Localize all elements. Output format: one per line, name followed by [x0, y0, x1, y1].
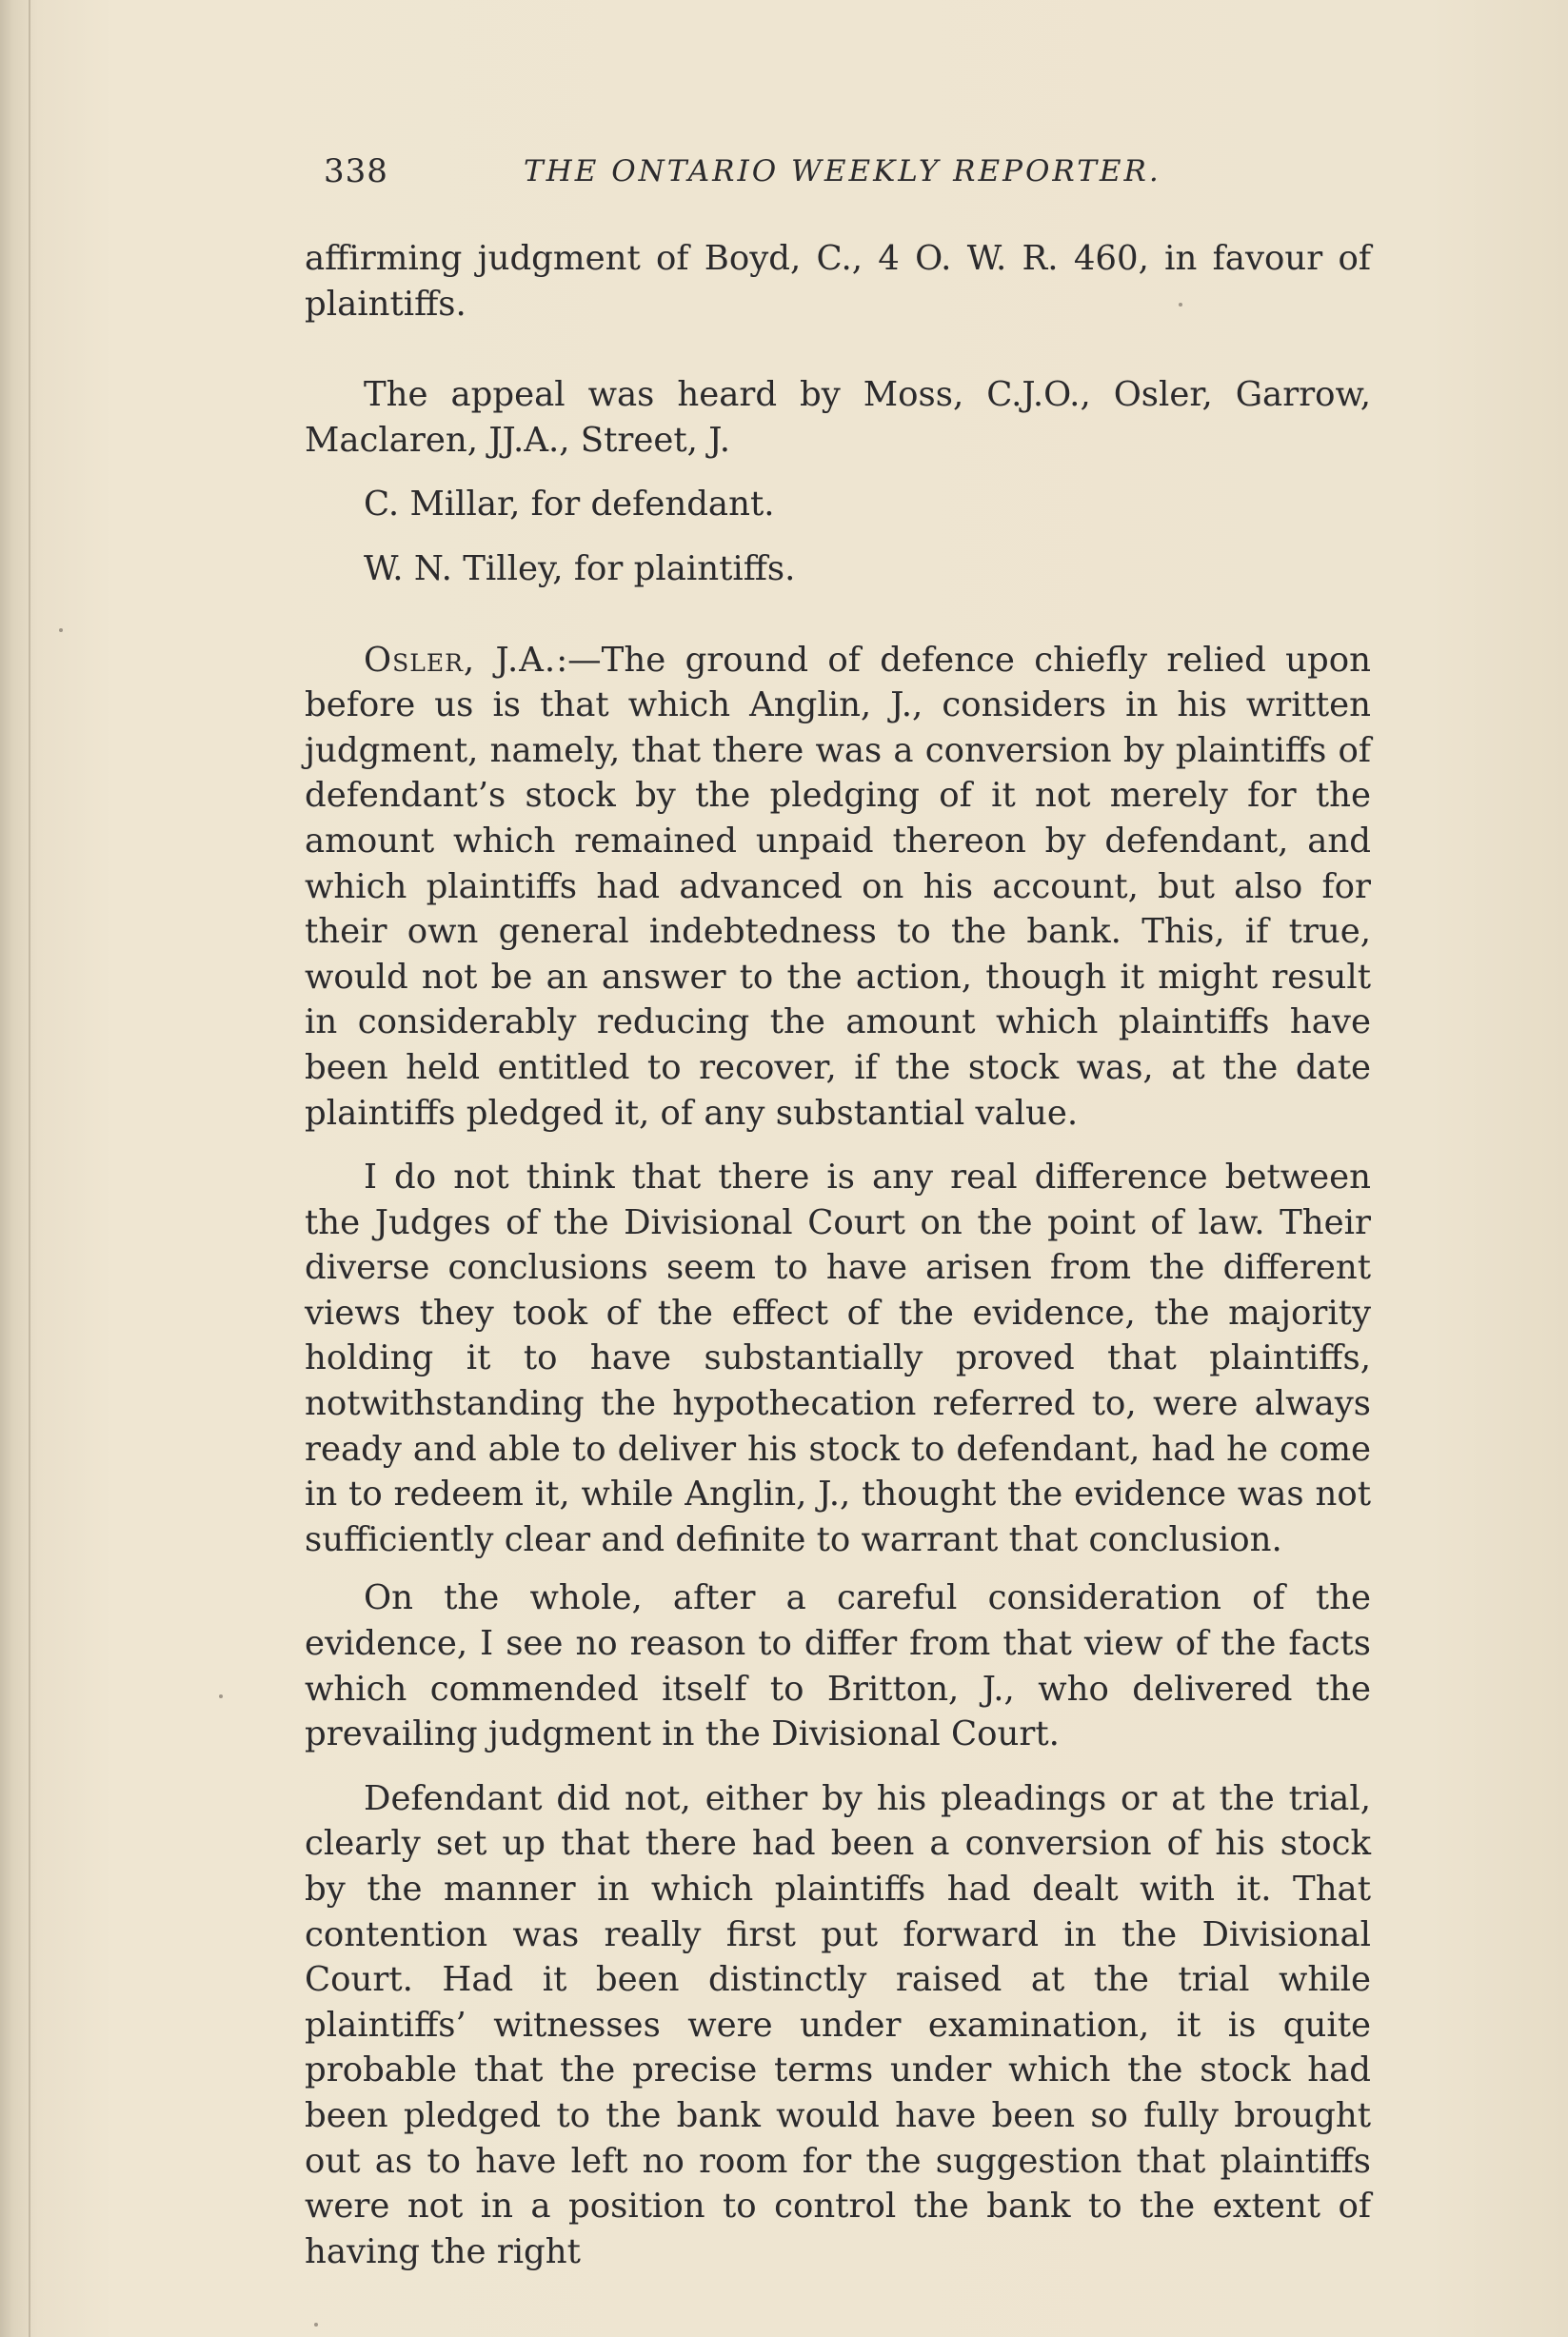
- paper-speck: [1179, 303, 1182, 307]
- paragraph-on-the-whole: On the whole, after a careful consideration of the evidence, I see no reason to differ from that view of the facts which commended itself to Britton, J., who delivered the prevailing judgment in the Divisional Court.: [305, 1578, 1371, 1754]
- paragraph-affirming: affirming judgment of Boyd, C., 4 O. W. R. 460, in favour of plaintiffs.: [305, 239, 1371, 324]
- binding-gutter: [29, 0, 30, 2337]
- running-title: THE ONTARIO WEEKLY REPORTER.: [524, 154, 1161, 188]
- paragraph-no-difference: I do not think that there is any real difference between the Judges of the Divisional Court on the point of law. Their diverse conclusions seem to have arisen from the different views they took of the effect of the evidence, the majority holding it to have substantially proved that plaintiffs, notwithstanding the hypothecation referred to, were always ready and able to deliver his stock to defendant, had he come in to redeem it, while Anglin, J., thought the evidence was not sufficiently clear and definite to warrant that conclusion.: [305, 1158, 1371, 1559]
- paragraph-defendant-did-not: Defendant did not, either by his pleadings or at the trial, clearly set up that there had been a conversion of his stock by the manner in which plaintiffs had dealt with it. That contention was really first put forward in the Divisional Court. Had it been distinctly raised at the trial while plaintiffs’ witnesses were under examination, it is quite probable that the precise terms under which the stock had been pledged to the bank would have been so fully brought out as to have left no room for the suggestion that plaintiffs were not in a position to control the bank to the extent of having the right: [305, 1778, 1371, 2271]
- paragraph-counsel-plaintiffs: W. N. Tilley, for plaintiffs.: [364, 548, 796, 588]
- paper-speck: [59, 628, 63, 632]
- page-header: [324, 152, 1371, 200]
- paper-speck: [219, 1694, 223, 1698]
- body-text: [305, 236, 1371, 2274]
- paragraph-appeal-heard: The appeal was heard by Moss, C.J.O., Osler, Garrow, Maclaren, JJ.A., Street, J.: [305, 375, 1371, 460]
- paragraph-opinion-start: [305, 638, 1371, 1137]
- paper-speck: [314, 2323, 318, 2327]
- judge-name: Osler, J.A.: [364, 640, 557, 680]
- opinion-text: :—The ground of defence chiefly relied upon before us is that which Anglin, J., considers in his written judgment, namely, that there was a conversion by plaintiffs of defendant’s stock by the pledging of it not merely for the amount which remained unpaid thereon by defendant, and which plaintiffs had advanced on his account, but also for their own general indebtedness to the bank. This, if true, would not be an answer to the action, though it might result in considerably reducing the amount which plaintiffs have been held entitled to recover, if the stock was, at the date plaintiffs pledged it, of any substantial value.: [305, 640, 1371, 1133]
- page-number: 338: [324, 152, 388, 190]
- paragraph-counsel-defendant: C. Millar, for defendant.: [364, 485, 775, 525]
